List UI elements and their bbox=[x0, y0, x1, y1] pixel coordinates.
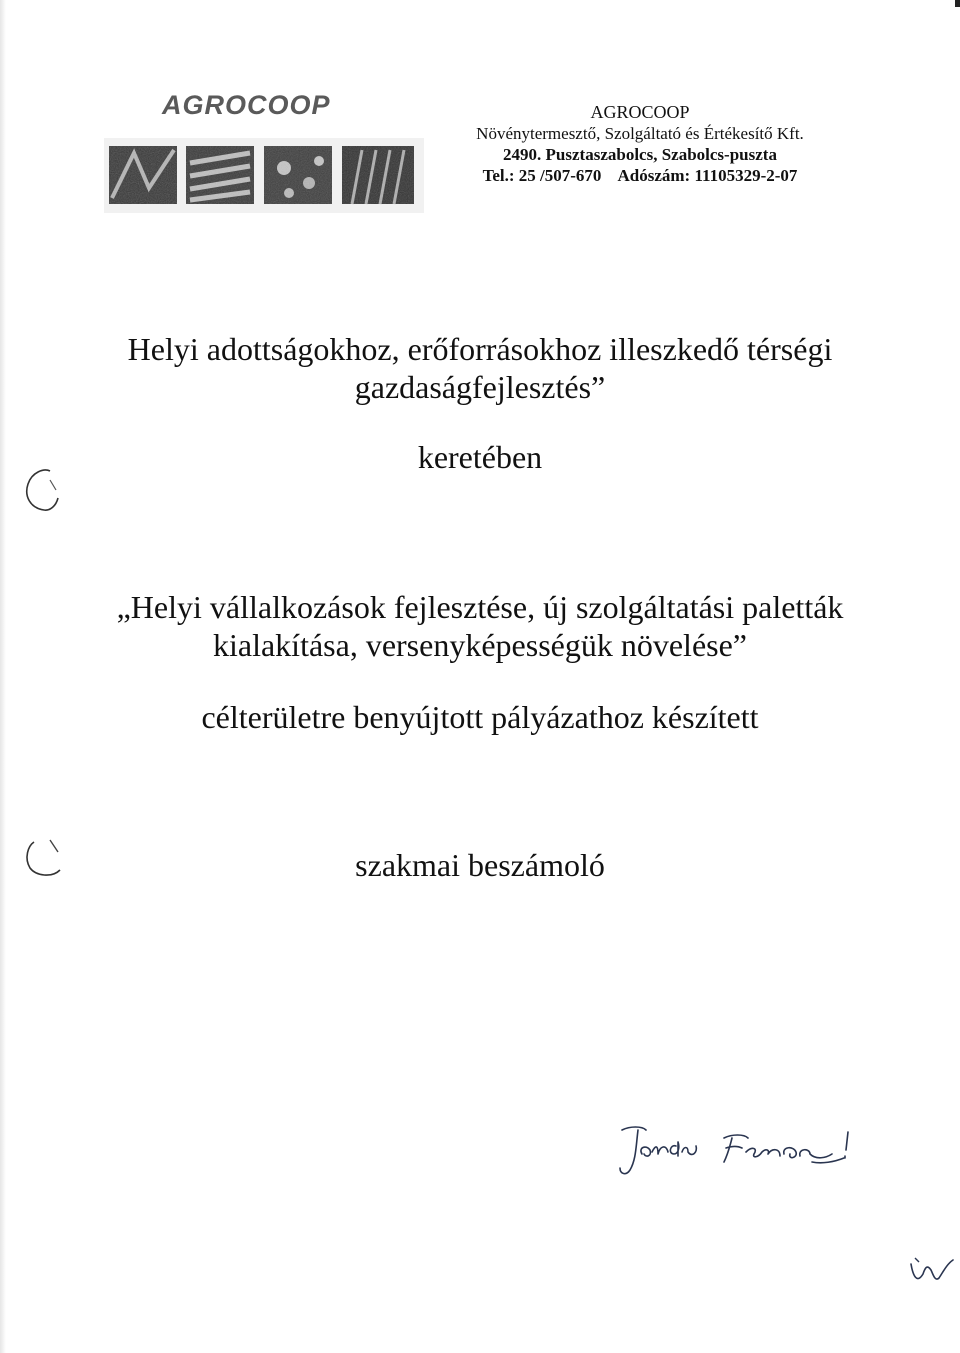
company-tax-number: Adószám: 11105329-2-07 bbox=[617, 166, 798, 185]
handwritten-signature bbox=[612, 1118, 852, 1180]
scan-corner-mark bbox=[955, 0, 960, 7]
company-address: 2490. Pusztaszabolcs, Szabolcs-puszta bbox=[503, 145, 777, 164]
company-header bbox=[430, 102, 850, 186]
company-phone: Tel.: 25 /507-670 bbox=[482, 166, 602, 185]
handwritten-initials bbox=[905, 1250, 960, 1290]
program-title-line-1: Helyi adottságokhoz, erőforrásokhoz illeszkedő térségi bbox=[127, 331, 833, 367]
company-contact-line bbox=[430, 165, 850, 186]
target-area-line-2: kialakítása, versenyképességük növelése” bbox=[212, 627, 747, 663]
punch-hole-mark bbox=[20, 466, 64, 516]
target-area-suffix: célterületre benyújtott pályázathoz készített bbox=[201, 699, 759, 735]
punch-hole-mark bbox=[20, 832, 66, 882]
company-name: AGROCOOP bbox=[590, 102, 690, 122]
logo-tiles-image bbox=[104, 128, 424, 213]
program-title-line-2: gazdaságfejlesztés” bbox=[354, 369, 606, 405]
framework-text: keretében bbox=[417, 439, 543, 475]
target-area-line-1: „Helyi vállalkozások fejlesztése, új szolgáltatási paletták bbox=[116, 589, 844, 625]
company-logo bbox=[92, 88, 432, 218]
report-title: szakmai beszámoló bbox=[355, 847, 605, 883]
company-description: Növénytermesztő, Szolgáltató és Értékesítő Kft. bbox=[476, 124, 804, 143]
page-edge bbox=[0, 0, 6, 1353]
logo-wordmark: AGROCOOP bbox=[162, 90, 331, 120]
